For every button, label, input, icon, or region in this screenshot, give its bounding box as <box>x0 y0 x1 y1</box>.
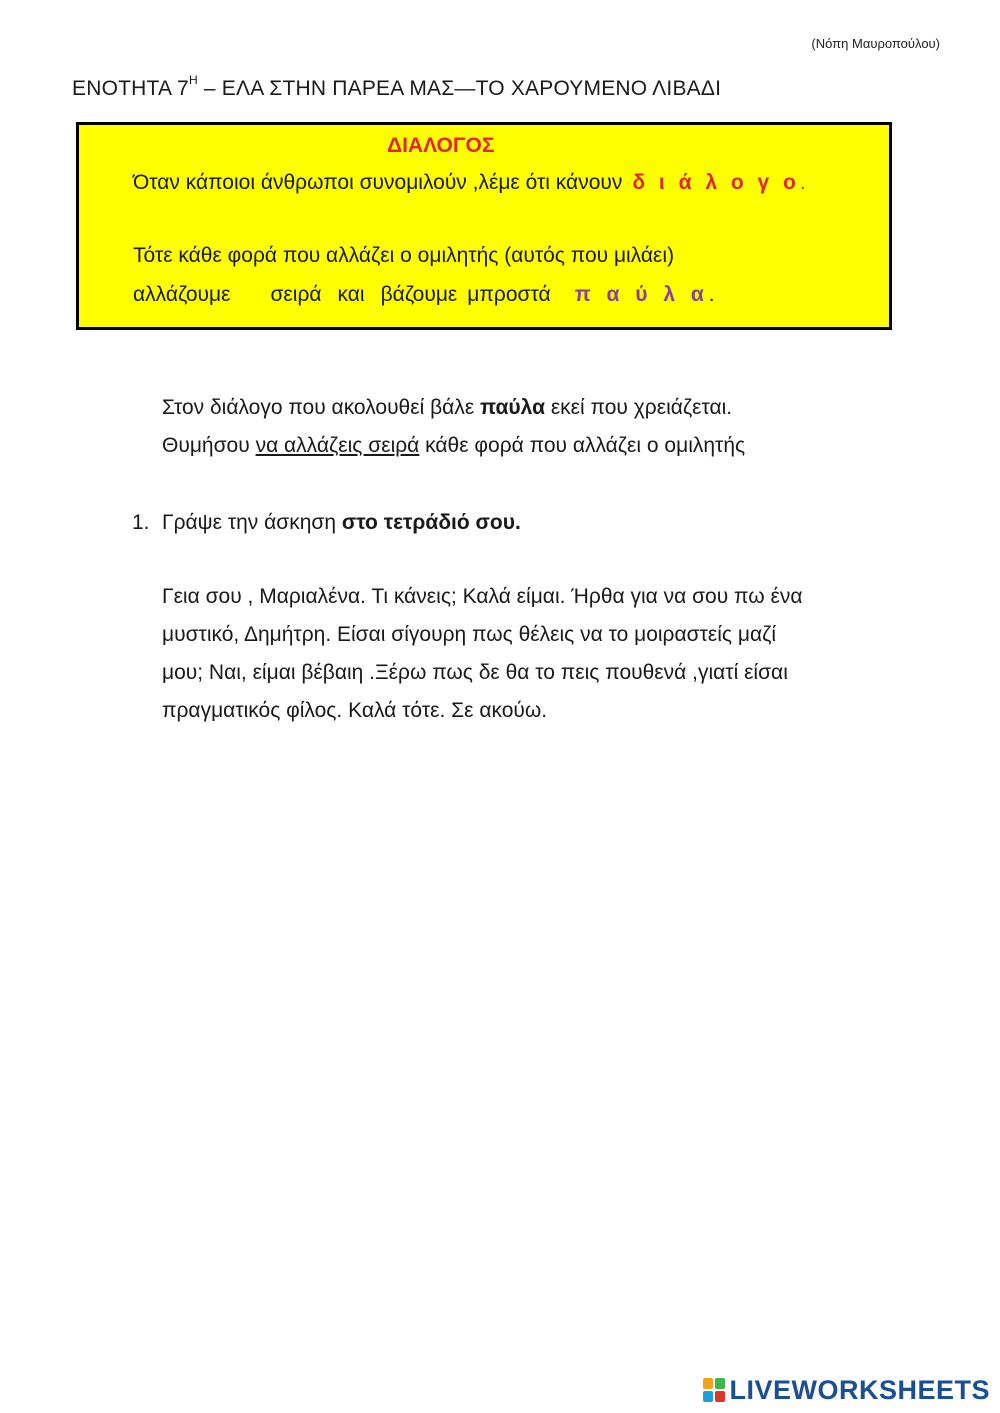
line3-word-5: μπροστά <box>467 283 551 306</box>
author-note: (Νόπη Μαυροπούλου) <box>811 36 940 51</box>
exercise-number: 1. <box>132 511 150 534</box>
instruction-2-text: Θυμήσου <box>162 434 256 457</box>
definition-line-3-end: . <box>708 283 715 306</box>
line3-word-1: αλλάζουμε <box>133 283 231 306</box>
instruction-2-underlined: να αλλάζεις σειρά <box>255 434 420 457</box>
line3-word-3: και <box>337 283 365 306</box>
dialogue-line-2: μυστικό, Δημήτρη. Είσαι σίγουρη πως θέλεις να το μοιραστείς μαζί <box>162 623 777 646</box>
instruction-1-end: εκεί που χρειάζεται. <box>544 396 733 419</box>
exercise-text-bold: στο τετράδιό σου. <box>341 511 521 534</box>
title-superscript: Η <box>188 73 198 87</box>
definition-line-2: Τότε κάθε φορά που αλλάζει ο ομιλητής (αυτός που μιλάει) <box>133 244 675 267</box>
dialogue-line-1: Γεια σου , Μαριαλένα. Τι κάνεις; Καλά είμαι. Ήρθα για να σου πω ένα <box>162 585 803 608</box>
keyword-dialogos: δ ι ά λ ο γ ο <box>632 171 800 194</box>
line3-word-2: σειρά <box>270 283 322 306</box>
instruction-line-2 <box>162 434 745 458</box>
dialogue-line-3: μου; Ναι, είμαι βέβαιη .Ξέρω πως δε θα το πεις πουθενά ,γιατί είσαι <box>162 661 788 684</box>
instruction-line-1 <box>162 396 732 420</box>
title-end: – ΕΛΑ ΣΤΗΝ ΠΑΡΕΑ ΜΑΣ—ΤΟ ΧΑΡΟΥΜΕΝΟ ΛΙΒΑΔΙ <box>197 77 722 100</box>
instruction-1-bold: παύλα <box>480 396 545 419</box>
dialogue-line-4: πραγματικός φίλος. Καλά τότε. Σε ακούω. <box>162 699 548 722</box>
title-start: ΕΝΟΤΗΤΑ 7 <box>72 77 189 100</box>
line3-word-4: βάζουμε <box>380 283 458 306</box>
definition-line-1 <box>133 171 806 195</box>
keyword-paula: π α ύ λ α <box>574 283 709 306</box>
definition-box <box>76 122 892 330</box>
definition-line-1-text: Όταν κάποιοι άνθρωποι συνομιλούν ,λέμε ότι κάνουν <box>133 171 623 194</box>
liveworksheets-logo-icon <box>703 1378 725 1402</box>
instruction-1-text: Στον διάλογο που ακολουθεί βάλε <box>162 396 481 419</box>
exercise-text <box>162 511 521 535</box>
definition-title: ΔΙΑΛΟΓΟΣ <box>387 134 495 157</box>
definition-line-3 <box>133 283 715 307</box>
instruction-2-end: κάθε φορά που αλλάζει ο ομιλητής <box>419 434 746 457</box>
liveworksheets-logo <box>703 1375 990 1405</box>
exercise-text-start: Γράψε την άσκηση <box>162 511 342 534</box>
page-title <box>72 73 722 101</box>
logo-text: LIVEWORKSHEETS <box>729 1374 990 1405</box>
definition-line-1-end: . <box>799 171 806 194</box>
